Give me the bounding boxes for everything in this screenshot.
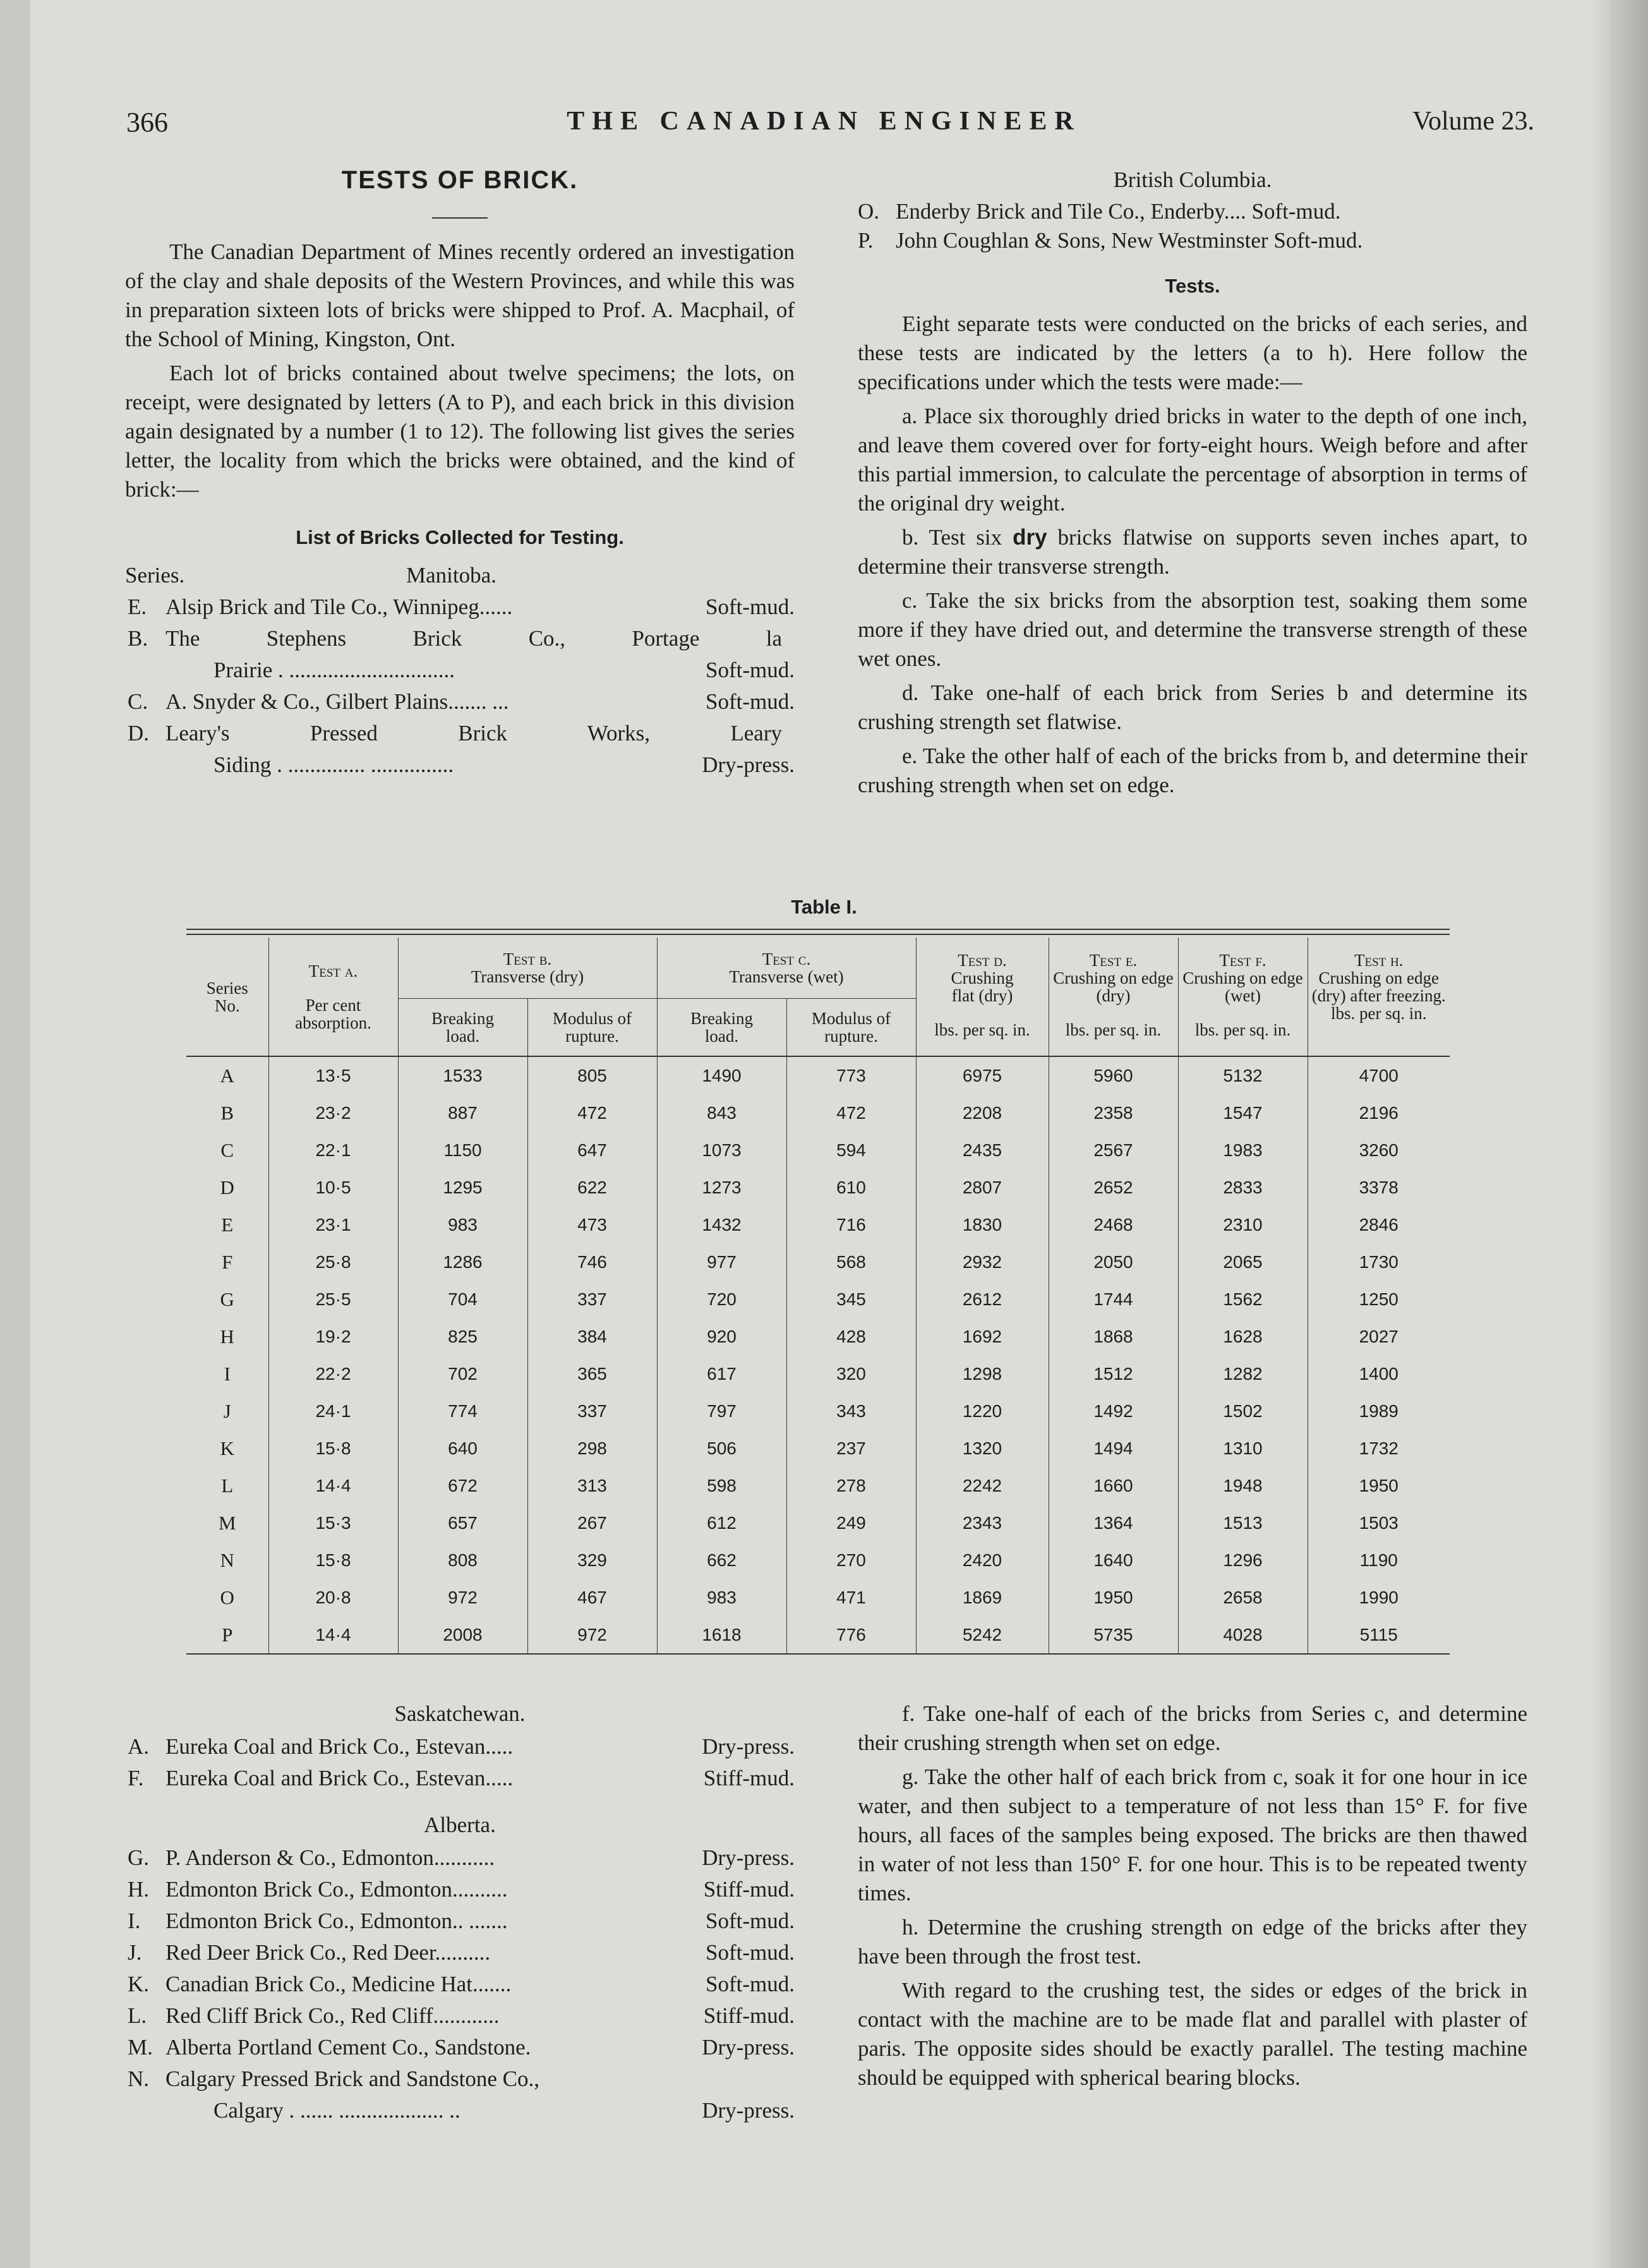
cell-dry-breaking-load: 1150 bbox=[398, 1131, 527, 1169]
cell-wet-modulus: 773 bbox=[786, 1056, 916, 1094]
cell-dry-modulus: 805 bbox=[527, 1056, 657, 1094]
list-item: N. Calgary Pressed Brick and Sandstone Co., bbox=[128, 2066, 539, 2091]
left-column-bottom bbox=[125, 1699, 795, 2126]
list-item: P. John Coughlan & Sons, New Westminster Soft-mud. bbox=[858, 228, 1363, 253]
cell-dry-breaking-load: 672 bbox=[398, 1467, 527, 1504]
cell-absorption: 13·5 bbox=[268, 1056, 398, 1094]
list-item: F. Eureka Coal and Brick Co., Estevan..... Stiff-mud. bbox=[128, 1766, 795, 1790]
cell-dry-breaking-load: 704 bbox=[398, 1281, 527, 1318]
list-item: L. Red Cliff Brick Co., Red Cliff............ Stiff-mud. bbox=[128, 2003, 795, 2028]
cell-crushing-edge-dry: 2567 bbox=[1049, 1131, 1178, 1169]
table-row bbox=[186, 1430, 1450, 1467]
cell-series: M bbox=[218, 1511, 236, 1534]
list-item: D. Leary's Pressed Brick Works, Leary bbox=[128, 721, 782, 745]
cell-wet-modulus: 776 bbox=[786, 1616, 916, 1654]
cell-crushing-flat-dry: 1220 bbox=[916, 1392, 1049, 1430]
cell-crushing-flat-dry: 6975 bbox=[916, 1056, 1049, 1094]
test-h: h. Determine the crushing strength on edge of the bricks after they have been through the frost test. bbox=[858, 1915, 1527, 1969]
cell-absorption: 20·8 bbox=[268, 1579, 398, 1616]
list-item: O. Enderby Brick and Tile Co., Enderby.... Soft-mud. bbox=[858, 199, 1341, 224]
cell-wet-breaking-load: 1273 bbox=[657, 1169, 786, 1206]
table-rule bbox=[186, 929, 1450, 930]
cell-absorption: 23·2 bbox=[268, 1094, 398, 1131]
cell-wet-modulus: 270 bbox=[786, 1541, 916, 1579]
cell-dry-breaking-load: 774 bbox=[398, 1392, 527, 1430]
table-caption: Table I. bbox=[791, 896, 857, 918]
cell-crushing-after-freezing: 1732 bbox=[1308, 1430, 1450, 1467]
cell-crushing-after-freezing: 1250 bbox=[1308, 1281, 1450, 1318]
cell-dry-breaking-load: 825 bbox=[398, 1318, 527, 1355]
cell-crushing-edge-dry: 1494 bbox=[1049, 1430, 1178, 1467]
cell-absorption: 25·5 bbox=[268, 1281, 398, 1318]
cell-crushing-after-freezing: 1503 bbox=[1308, 1504, 1450, 1541]
list-item: K. Canadian Brick Co., Medicine Hat....... Soft-mud. bbox=[128, 1972, 795, 1996]
cell-series: D bbox=[220, 1176, 234, 1198]
cell-dry-modulus: 467 bbox=[527, 1579, 657, 1616]
list-item-continuation: Siding . .............. ............... Dry-press. bbox=[214, 752, 795, 777]
cell-crushing-edge-wet: 2310 bbox=[1178, 1206, 1308, 1243]
cell-wet-modulus: 278 bbox=[786, 1467, 916, 1504]
cell-crushing-edge-wet: 2658 bbox=[1178, 1579, 1308, 1616]
cell-wet-breaking-load: 983 bbox=[657, 1579, 786, 1616]
col-header-breaking-load: Breaking load. bbox=[657, 998, 786, 1056]
cell-crushing-edge-wet: 2065 bbox=[1178, 1243, 1308, 1281]
page-gutter bbox=[0, 0, 32, 2268]
cell-series: C bbox=[220, 1138, 234, 1161]
col-header-test-a: Test a. Per cent absorption. bbox=[268, 938, 398, 1056]
table-row bbox=[186, 1616, 1450, 1654]
cell-crushing-edge-dry: 2652 bbox=[1049, 1169, 1178, 1206]
article-title: TESTS OF BRICK. bbox=[341, 166, 579, 194]
cell-crushing-flat-dry: 2807 bbox=[916, 1169, 1049, 1206]
table-row bbox=[186, 1541, 1450, 1579]
cell-dry-modulus: 746 bbox=[527, 1243, 657, 1281]
cell-series: F bbox=[222, 1250, 233, 1273]
cell-series: J bbox=[223, 1399, 231, 1422]
cell-wet-modulus: 471 bbox=[786, 1579, 916, 1616]
list-item: B. The Stephens Brick Co., Portage la bbox=[128, 626, 782, 651]
cell-dry-modulus: 329 bbox=[527, 1541, 657, 1579]
cell-dry-modulus: 622 bbox=[527, 1169, 657, 1206]
cell-crushing-after-freezing: 1730 bbox=[1308, 1243, 1450, 1281]
cell-dry-modulus: 473 bbox=[527, 1206, 657, 1243]
cell-crushing-edge-wet: 1296 bbox=[1178, 1541, 1308, 1579]
cell-crushing-edge-dry: 1364 bbox=[1049, 1504, 1178, 1541]
crushing-note: With regard to the crushing test, the sides or edges of the brick in contact with the machine are to be made flat and parallel with plaster of paris. The opposite sides should be exactly parallel. The testing machine should be equipped with spherical bearing blocks. bbox=[858, 1978, 1527, 2090]
cell-wet-breaking-load: 598 bbox=[657, 1467, 786, 1504]
cell-wet-breaking-load: 1073 bbox=[657, 1131, 786, 1169]
cell-crushing-edge-dry: 5960 bbox=[1049, 1056, 1178, 1094]
table-row bbox=[186, 1355, 1450, 1392]
cell-crushing-flat-dry: 2612 bbox=[916, 1281, 1049, 1318]
cell-wet-modulus: 345 bbox=[786, 1281, 916, 1318]
cell-crushing-after-freezing: 1400 bbox=[1308, 1355, 1450, 1392]
cell-wet-modulus: 568 bbox=[786, 1243, 916, 1281]
cell-dry-modulus: 647 bbox=[527, 1131, 657, 1169]
cell-crushing-flat-dry: 2343 bbox=[916, 1504, 1049, 1541]
cell-crushing-after-freezing: 3260 bbox=[1308, 1131, 1450, 1169]
tests-intro: Eight separate tests were conducted on the bricks of each series, and these tests are indicated by the letters (a to h). Here follow the specifications under which the tests were made:— bbox=[858, 311, 1527, 394]
cell-dry-breaking-load: 808 bbox=[398, 1541, 527, 1579]
cell-crushing-edge-dry: 1950 bbox=[1049, 1579, 1178, 1616]
list-heading: List of Bricks Collected for Testing. bbox=[296, 526, 624, 548]
cell-crushing-after-freezing: 1950 bbox=[1308, 1467, 1450, 1504]
cell-crushing-flat-dry: 2208 bbox=[916, 1094, 1049, 1131]
list-item: C. A. Snyder & Co., Gilbert Plains....... ... Soft-mud. bbox=[128, 689, 795, 714]
cell-absorption: 22·2 bbox=[268, 1355, 398, 1392]
cell-absorption: 14·4 bbox=[268, 1467, 398, 1504]
journal-title: THE CANADIAN ENGINEER bbox=[567, 107, 1081, 136]
cell-dry-breaking-load: 983 bbox=[398, 1206, 527, 1243]
cell-wet-modulus: 237 bbox=[786, 1430, 916, 1467]
cell-crushing-edge-wet: 2833 bbox=[1178, 1169, 1308, 1206]
cell-crushing-flat-dry: 5242 bbox=[916, 1616, 1049, 1654]
cell-dry-breaking-load: 972 bbox=[398, 1579, 527, 1616]
alberta-list bbox=[125, 1842, 795, 2126]
cell-crushing-edge-wet: 1502 bbox=[1178, 1392, 1308, 1430]
cell-series: N bbox=[220, 1548, 234, 1571]
cell-crushing-flat-dry: 2420 bbox=[916, 1541, 1049, 1579]
right-column-top bbox=[858, 166, 1527, 805]
cell-dry-breaking-load: 1286 bbox=[398, 1243, 527, 1281]
region-name: British Columbia. bbox=[1113, 167, 1272, 192]
table-row bbox=[186, 1504, 1450, 1541]
cell-dry-modulus: 313 bbox=[527, 1467, 657, 1504]
cell-crushing-flat-dry: 2932 bbox=[916, 1243, 1049, 1281]
cell-wet-breaking-load: 506 bbox=[657, 1430, 786, 1467]
col-header-modulus: Modulus of rupture. bbox=[786, 998, 916, 1056]
cell-wet-modulus: 320 bbox=[786, 1355, 916, 1392]
cell-absorption: 15·3 bbox=[268, 1504, 398, 1541]
col-header-modulus: Modulus of rupture. bbox=[527, 998, 657, 1056]
cell-crushing-after-freezing: 5115 bbox=[1308, 1616, 1450, 1654]
cell-crushing-after-freezing: 2027 bbox=[1308, 1318, 1450, 1355]
cell-dry-breaking-load: 1295 bbox=[398, 1169, 527, 1206]
table-row bbox=[186, 1206, 1450, 1243]
list-item-continuation: Prairie . .............................. Soft-mud. bbox=[214, 658, 795, 682]
binding-shadow bbox=[1591, 0, 1648, 2268]
cell-series: A bbox=[220, 1064, 234, 1087]
cell-crushing-flat-dry: 1320 bbox=[916, 1430, 1049, 1467]
cell-wet-modulus: 428 bbox=[786, 1318, 916, 1355]
cell-wet-breaking-load: 662 bbox=[657, 1541, 786, 1579]
list-item: G. P. Anderson & Co., Edmonton........... Dry-press. bbox=[128, 1845, 795, 1870]
table-row bbox=[186, 1094, 1450, 1131]
cell-series: G bbox=[220, 1288, 234, 1310]
list-item: A. Eureka Coal and Brick Co., Estevan..... Dry-press. bbox=[128, 1734, 795, 1759]
cell-crushing-after-freezing: 2196 bbox=[1308, 1094, 1450, 1131]
cell-dry-breaking-load: 657 bbox=[398, 1504, 527, 1541]
col-header-test-h: Test h. Crushing on edge (dry) after freezing. lbs. per sq. in. bbox=[1308, 938, 1450, 1056]
region-name: Manitoba. bbox=[406, 563, 496, 588]
cell-series: K bbox=[220, 1437, 234, 1459]
test-f: f. Take one-half of each of the bricks from Series c, and determine their crushing strength when set on edge. bbox=[858, 1701, 1527, 1755]
cell-crushing-after-freezing: 2846 bbox=[1308, 1206, 1450, 1243]
col-header-breaking-load: Breaking load. bbox=[398, 998, 527, 1056]
table-row bbox=[186, 1056, 1450, 1094]
cell-series: H bbox=[220, 1325, 234, 1348]
cell-wet-breaking-load: 977 bbox=[657, 1243, 786, 1281]
table-body bbox=[186, 1056, 1450, 1654]
cell-series: P bbox=[186, 1616, 268, 1654]
title-rule bbox=[432, 217, 488, 219]
cell-crushing-after-freezing: 4700 bbox=[1308, 1056, 1450, 1094]
cell-absorption: 15·8 bbox=[268, 1541, 398, 1579]
table-row bbox=[186, 1131, 1450, 1169]
cell-wet-breaking-load: 797 bbox=[657, 1392, 786, 1430]
cell-crushing-after-freezing: 1990 bbox=[1308, 1579, 1450, 1616]
cell-wet-modulus: 594 bbox=[786, 1131, 916, 1169]
cell-wet-breaking-load: 843 bbox=[657, 1094, 786, 1131]
cell-crushing-edge-dry: 2358 bbox=[1049, 1094, 1178, 1131]
cell-crushing-edge-wet: 1282 bbox=[1178, 1355, 1308, 1392]
volume-label: Volume 23. bbox=[1412, 107, 1534, 136]
cell-wet-breaking-load: 920 bbox=[657, 1318, 786, 1355]
table-row bbox=[186, 1467, 1450, 1504]
cell-absorption: 19·2 bbox=[268, 1318, 398, 1355]
col-header-test-e: Test e. Crushing on edge (dry) lbs. per sq. in. bbox=[1049, 938, 1178, 1056]
cell-crushing-after-freezing: 1989 bbox=[1308, 1392, 1450, 1430]
test-e: e. Take the other half of each of the bricks from b, and determine their crushing strength when set on edge. bbox=[858, 744, 1527, 797]
cell-crushing-edge-wet: 1983 bbox=[1178, 1131, 1308, 1169]
cell-crushing-edge-dry: 5735 bbox=[1049, 1616, 1178, 1654]
cell-crushing-flat-dry: 2242 bbox=[916, 1467, 1049, 1504]
cell-crushing-edge-wet: 1513 bbox=[1178, 1504, 1308, 1541]
table-row bbox=[186, 1579, 1450, 1616]
test-g: g. Take the other half of each brick from c, soak it for one hour in ice water, and then subject to a temperature of not less than 15° F. for five hours, all faces of the samples being exposed. The bricks are then thawed in water of not less than 150° F. for one hour. This is to be repeated twenty times. bbox=[858, 1764, 1527, 1905]
cell-crushing-edge-wet: 1948 bbox=[1178, 1467, 1308, 1504]
cell-absorption: 22·1 bbox=[268, 1131, 398, 1169]
cell-crushing-edge-dry: 1492 bbox=[1049, 1392, 1178, 1430]
cell-wet-breaking-load: 720 bbox=[657, 1281, 786, 1318]
cell-absorption: 14·4 bbox=[268, 1616, 398, 1654]
cell-crushing-edge-wet: 5132 bbox=[1178, 1056, 1308, 1094]
cell-crushing-flat-dry: 1298 bbox=[916, 1355, 1049, 1392]
cell-dry-modulus: 972 bbox=[527, 1616, 657, 1654]
col-header-series: Series No. bbox=[206, 978, 248, 1015]
cell-dry-breaking-load: 2008 bbox=[398, 1616, 527, 1654]
cell-wet-modulus: 343 bbox=[786, 1392, 916, 1430]
list-item: E. Alsip Brick and Tile Co., Winnipeg...... Soft-mud. bbox=[128, 594, 795, 619]
cell-crushing-flat-dry: 1869 bbox=[916, 1579, 1049, 1616]
table-row bbox=[186, 1169, 1450, 1206]
cell-dry-modulus: 365 bbox=[527, 1355, 657, 1392]
col-header-test-f: Test f. Crushing on edge (wet) lbs. per sq. in. bbox=[1178, 938, 1308, 1056]
test-b: b. Test six dry bricks flatwise on supports seven inches apart, to determine their transverse strength. bbox=[858, 525, 1527, 579]
cell-crushing-edge-dry: 1512 bbox=[1049, 1355, 1178, 1392]
cell-crushing-flat-dry: 1830 bbox=[916, 1206, 1049, 1243]
cell-series: L bbox=[221, 1474, 234, 1497]
cell-crushing-edge-dry: 1640 bbox=[1049, 1541, 1178, 1579]
test-c: c. Take the six bricks from the absorption test, soaking them some more if they have dried out, and determine the transverse strength of these wet ones. bbox=[858, 588, 1527, 671]
cell-dry-modulus: 384 bbox=[527, 1318, 657, 1355]
cell-crushing-edge-dry: 1744 bbox=[1049, 1281, 1178, 1318]
cell-dry-breaking-load: 1533 bbox=[398, 1056, 527, 1094]
cell-dry-modulus: 337 bbox=[527, 1392, 657, 1430]
series-label: Series. bbox=[125, 563, 185, 588]
cell-absorption: 10·5 bbox=[268, 1169, 398, 1206]
cell-crushing-flat-dry: 1692 bbox=[916, 1318, 1049, 1355]
cell-crushing-flat-dry: 2435 bbox=[916, 1131, 1049, 1169]
cell-wet-modulus: 249 bbox=[786, 1504, 916, 1541]
cell-dry-breaking-load: 702 bbox=[398, 1355, 527, 1392]
cell-dry-modulus: 472 bbox=[527, 1094, 657, 1131]
cell-wet-modulus: 472 bbox=[786, 1094, 916, 1131]
cell-crushing-edge-dry: 2050 bbox=[1049, 1243, 1178, 1281]
table-row bbox=[186, 1392, 1450, 1430]
cell-absorption: 15·8 bbox=[268, 1430, 398, 1467]
cell-crushing-edge-wet: 1562 bbox=[1178, 1281, 1308, 1318]
running-header bbox=[0, 106, 1648, 144]
region-name: Saskatchewan. bbox=[394, 1701, 526, 1726]
intro-paragraph: The Canadian Department of Mines recently ordered an investigation of the clay and shale deposits of the Western Provinces, and while this was in preparation sixteen lots of bricks were shipped to Prof. A. Macphail, of the School of Mining, Kingston, Ont. bbox=[125, 239, 795, 351]
cell-series: I bbox=[224, 1362, 231, 1385]
intro-paragraph: Each lot of bricks contained about twelve specimens; the lots, on receipt, were designated by letters (A to P), and each brick in this division again designated by a number (1 to 12). The following list gives the series letter, the locality from which the bricks were obtained, and the kind of brick:— bbox=[125, 361, 795, 502]
table-row bbox=[186, 1281, 1450, 1318]
cell-wet-modulus: 716 bbox=[786, 1206, 916, 1243]
table-row bbox=[186, 1318, 1450, 1355]
region-name: Alberta. bbox=[424, 1813, 496, 1837]
list-item: M. Alberta Portland Cement Co., Sandstone. Dry-press. bbox=[128, 2035, 795, 2060]
cell-wet-breaking-load: 1490 bbox=[657, 1056, 786, 1094]
cell-dry-modulus: 267 bbox=[527, 1504, 657, 1541]
list-item: I. Edmonton Brick Co., Edmonton.. ....... Soft-mud. bbox=[128, 1909, 795, 1933]
test-d: d. Take one-half of each brick from Series b and determine its crushing strength set flatwise. bbox=[858, 680, 1527, 734]
col-header-test-b: Test b. Transverse (dry) bbox=[398, 938, 657, 998]
cell-wet-breaking-load: 617 bbox=[657, 1355, 786, 1392]
table-row bbox=[186, 1243, 1450, 1281]
cell-crushing-edge-wet: 1628 bbox=[1178, 1318, 1308, 1355]
cell-absorption: 24·1 bbox=[268, 1392, 398, 1430]
cell-crushing-after-freezing: 1190 bbox=[1308, 1541, 1450, 1579]
series-header bbox=[125, 561, 795, 591]
cell-crushing-edge-wet: 1310 bbox=[1178, 1430, 1308, 1467]
cell-crushing-edge-wet: 4028 bbox=[1178, 1616, 1308, 1654]
tests-heading: Tests. bbox=[1165, 275, 1220, 297]
cell-crushing-edge-dry: 1660 bbox=[1049, 1467, 1178, 1504]
page-number: 366 bbox=[126, 107, 168, 138]
cell-dry-breaking-load: 640 bbox=[398, 1430, 527, 1467]
right-column-bottom bbox=[858, 1699, 1527, 2097]
cell-crushing-edge-dry: 1868 bbox=[1049, 1318, 1178, 1355]
results-table bbox=[186, 938, 1450, 1655]
cell-dry-modulus: 337 bbox=[527, 1281, 657, 1318]
cell-crushing-edge-dry: 2468 bbox=[1049, 1206, 1178, 1243]
cell-series: O bbox=[220, 1586, 234, 1608]
list-item-continuation: Calgary . ...... ................... .. Dry-press. bbox=[214, 2098, 795, 2123]
test-a: a. Place six thoroughly dried bricks in water to the depth of one inch, and leave them covered over for forty-eight hours. Weigh before and after this partial immersion, to calculate the percentage of absorption in terms of the original dry weight. bbox=[858, 404, 1527, 516]
cell-wet-breaking-load: 1618 bbox=[657, 1616, 786, 1654]
cell-wet-breaking-load: 1432 bbox=[657, 1206, 786, 1243]
list-item: J. Red Deer Brick Co., Red Deer.......... Soft-mud. bbox=[128, 1940, 795, 1965]
cell-crushing-after-freezing: 3378 bbox=[1308, 1169, 1450, 1206]
col-header-test-d: Test d. Crushing flat (dry) lbs. per sq. in. bbox=[916, 938, 1049, 1056]
cell-series: E bbox=[221, 1213, 234, 1236]
cell-dry-modulus: 298 bbox=[527, 1430, 657, 1467]
col-header-test-c: Test c. Transverse (wet) bbox=[657, 938, 916, 998]
cell-absorption: 23·1 bbox=[268, 1206, 398, 1243]
table-rule bbox=[186, 934, 1450, 935]
list-item: H. Edmonton Brick Co., Edmonton.......... Stiff-mud. bbox=[128, 1877, 795, 1902]
cell-wet-modulus: 610 bbox=[786, 1169, 916, 1206]
cell-crushing-edge-wet: 1547 bbox=[1178, 1094, 1308, 1131]
cell-dry-breaking-load: 887 bbox=[398, 1094, 527, 1131]
cell-wet-breaking-load: 612 bbox=[657, 1504, 786, 1541]
left-column-top bbox=[125, 166, 795, 781]
cell-series: B bbox=[220, 1101, 234, 1124]
cell-absorption: 25·8 bbox=[268, 1243, 398, 1281]
